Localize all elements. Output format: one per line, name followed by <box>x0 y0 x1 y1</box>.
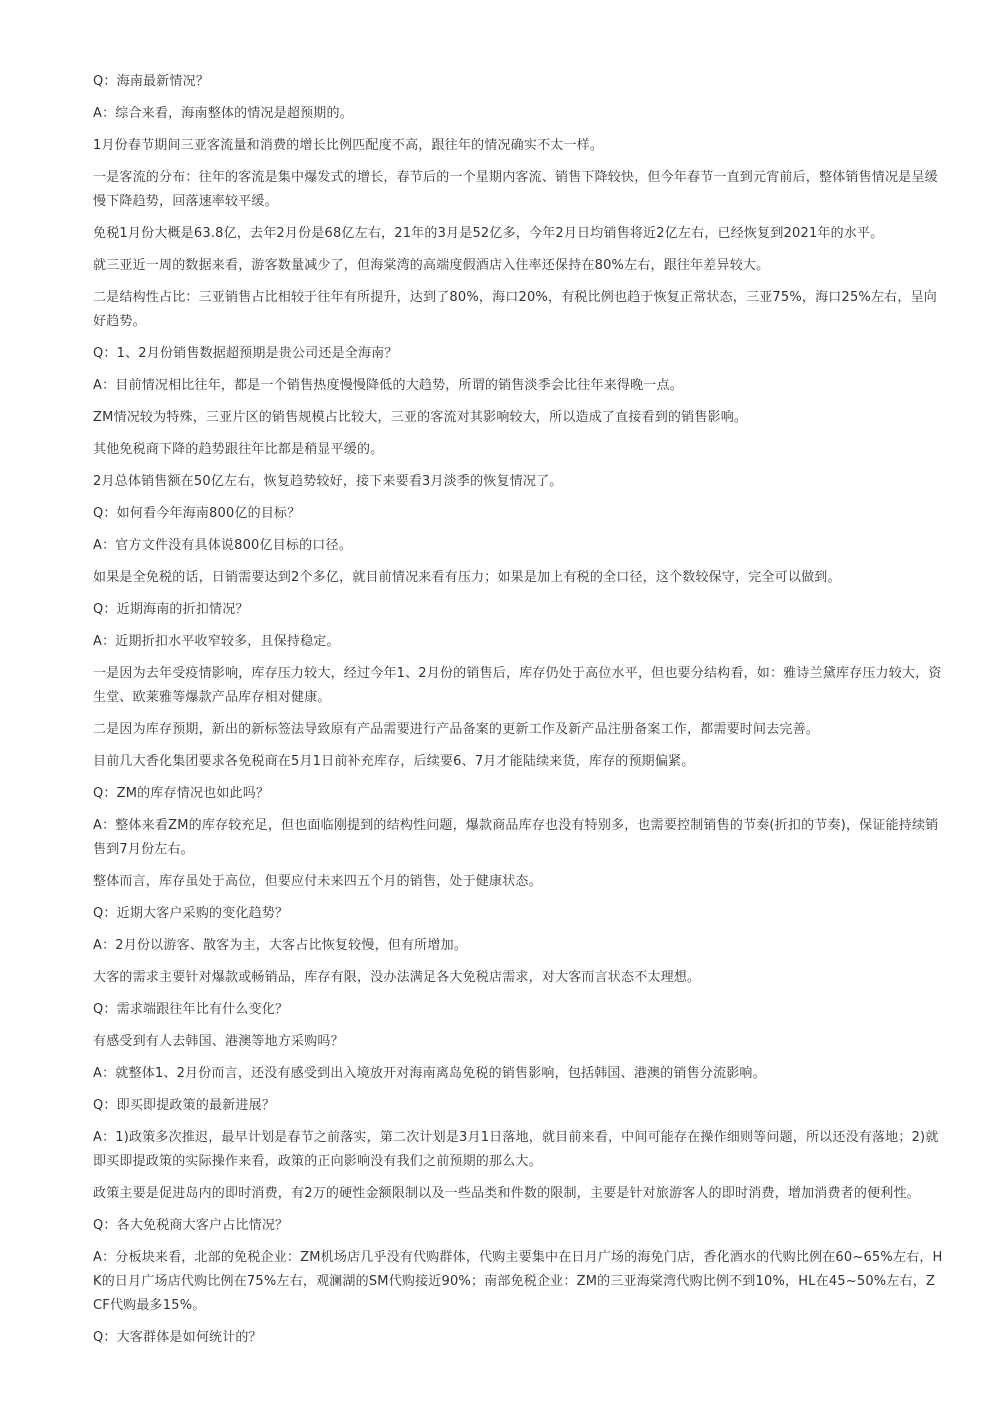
answer-paragraph: A：目前情况相比往年，都是一个销售热度慢慢降低的大趋势，所谓的销售淡季会比往年来得晚一点。 <box>93 378 683 393</box>
body-paragraph: 大客的需求主要针对爆款或畅销品，库存有限，没办法满足各大免税店需求，对大客而言状态不太理想。 <box>93 970 701 985</box>
answer-paragraph: A：1)政策多次推迟，最早计划是春节之前落实，第二次计划是3月1日落地，就目前来看，中间可能存在操作细则等问题，所以还没有落地；2)就即买即提政策的实际操作来看，政策的正向影响没有我们之前预期的那么大。 <box>93 1130 939 1169</box>
body-paragraph: 如果是全免税的话，日销需要达到2个多亿，就目前情况来看有压力；如果是加上有税的全口径，这个数较保守，完全可以做到。 <box>93 570 841 585</box>
body-paragraph: 二是因为库存预期，新出的新标签法导致原有产品需要进行产品备案的更新工作及新产品注册备案工作，都需要时间去完善。 <box>93 722 820 737</box>
body-paragraph: 就三亚近一周的数据来看，游客数量减少了，但海棠湾的高端度假酒店入住率还保持在80%左右，跟往年差异较大。 <box>93 258 770 273</box>
body-paragraph: ZM情况较为特殊，三亚片区的销售规模占比较大，三亚的客流对其影响较大，所以造成了直接看到的销售影响。 <box>93 410 748 425</box>
body-paragraph: 2月总体销售额在50亿左右，恢复趋势较好，接下来要看3月淡季的恢复情况了。 <box>93 474 563 489</box>
body-paragraph: 有感受到有人去韩国、港澳等地方采购吗？ <box>93 1034 344 1049</box>
body-paragraph: 整体而言，库存虽处于高位，但要应付未来四五个月的销售，处于健康状态。 <box>93 874 542 889</box>
question-paragraph: Q：ZM的库存情况也如此吗？ <box>93 786 270 801</box>
body-paragraph: 一是因为去年受疫情影响，库存压力较大，经过今年1、2月份的销售后，库存仍处于高位水平，但也要分结构看，如：雅诗兰黛库存压力较大，资生堂、欧莱雅等爆款产品库存相对健康。 <box>93 666 942 705</box>
body-paragraph: 免税1月份大概是63.8亿，去年2月份是68亿左右，21年的3月是52亿多，今年2月日均销售将近2亿左右，已经恢复到2021年的水平。 <box>93 226 884 241</box>
answer-paragraph: A：就整体1、2月份而言，还没有感受到出入境放开对海南离岛免税的销售影响，包括韩国、港澳的销售分流影响。 <box>93 1066 766 1081</box>
body-paragraph: 政策主要是促进岛内的即时消费，有2万的硬性金额限制以及一些品类和件数的限制，主要是针对旅游客人的即时消费，增加消费者的便利性。 <box>93 1186 920 1201</box>
question-paragraph: Q：近期大客户采购的变化趋势？ <box>93 906 289 921</box>
body-paragraph: 二是结构性占比：三亚销售占比相较于往年有所提升，达到了80%，海口20%，有税比例也趋于恢复正常状态，三亚75%，海口25%左右，呈向好趋势。 <box>93 290 937 329</box>
answer-paragraph: A：分板块来看，北部的免税企业：ZM机场店几乎没有代购群体，代购主要集中在日月广场的海免门店，香化酒水的代购比例在60~65%左右，HK的日月广场店代购比例在75%左右，观澜湖的SM代购接近90%；南部免税企业：ZM的三亚海棠湾代购比例不到10%，HL在45~50%左右，ZCF代购最多15%。 <box>93 1250 943 1313</box>
question-paragraph: Q：各大免税商大客户占比情况？ <box>93 1218 289 1233</box>
answer-paragraph: A：整体来看ZM的库存较充足，但也面临刚提到的结构性问题，爆款商品库存也没有特别多，也需要控制销售的节奏(折扣的节奏)，保证能持续销售到7月份左右。 <box>93 818 939 857</box>
question-paragraph: Q：近期海南的折扣情况？ <box>93 602 249 617</box>
answer-paragraph: A：近期折扣水平收窄较多，且保持稳定。 <box>93 634 340 649</box>
body-paragraph: 1月份春节期间三亚客流量和消费的增长比例匹配度不高，跟往年的情况确实不太一样。 <box>93 138 604 153</box>
answer-paragraph: A：综合来看，海南整体的情况是超预期的。 <box>93 106 353 121</box>
body-paragraph: 目前几大香化集团要求各免税商在5月1日前补充库存，后续要6、7月才能陆续来货，库存的预期偏紧。 <box>93 754 695 769</box>
body-paragraph: 其他免税商下降的趋势跟往年比都是稍显平缓的。 <box>93 442 384 457</box>
question-paragraph: Q：需求端跟往年比有什么变化？ <box>93 1002 289 1017</box>
question-paragraph: Q：大客群体是如何统计的？ <box>93 1330 262 1345</box>
question-paragraph: Q：1、2月份销售数据超预期是贵公司还是全海南？ <box>93 346 398 361</box>
question-hainan-latest: Q：海南最新情况？ <box>93 74 210 89</box>
body-paragraph: 一是客流的分布：往年的客流是集中爆发式的增长，春节后的一个星期内客流、销售下降较快，但今年春节一直到元宵前后，整体销售情况是呈缓慢下降趋势，回落速率较平缓。 <box>93 170 938 209</box>
answer-paragraph: A：官方文件没有具体说800亿目标的口径。 <box>93 538 352 553</box>
answer-paragraph: A：2月份以游客、散客为主，大客占比恢复较慢，但有所增加。 <box>93 938 467 953</box>
question-paragraph: Q：如何看今年海南800亿的目标？ <box>93 506 301 521</box>
question-paragraph: Q：即买即提政策的最新进展？ <box>93 1098 276 1113</box>
